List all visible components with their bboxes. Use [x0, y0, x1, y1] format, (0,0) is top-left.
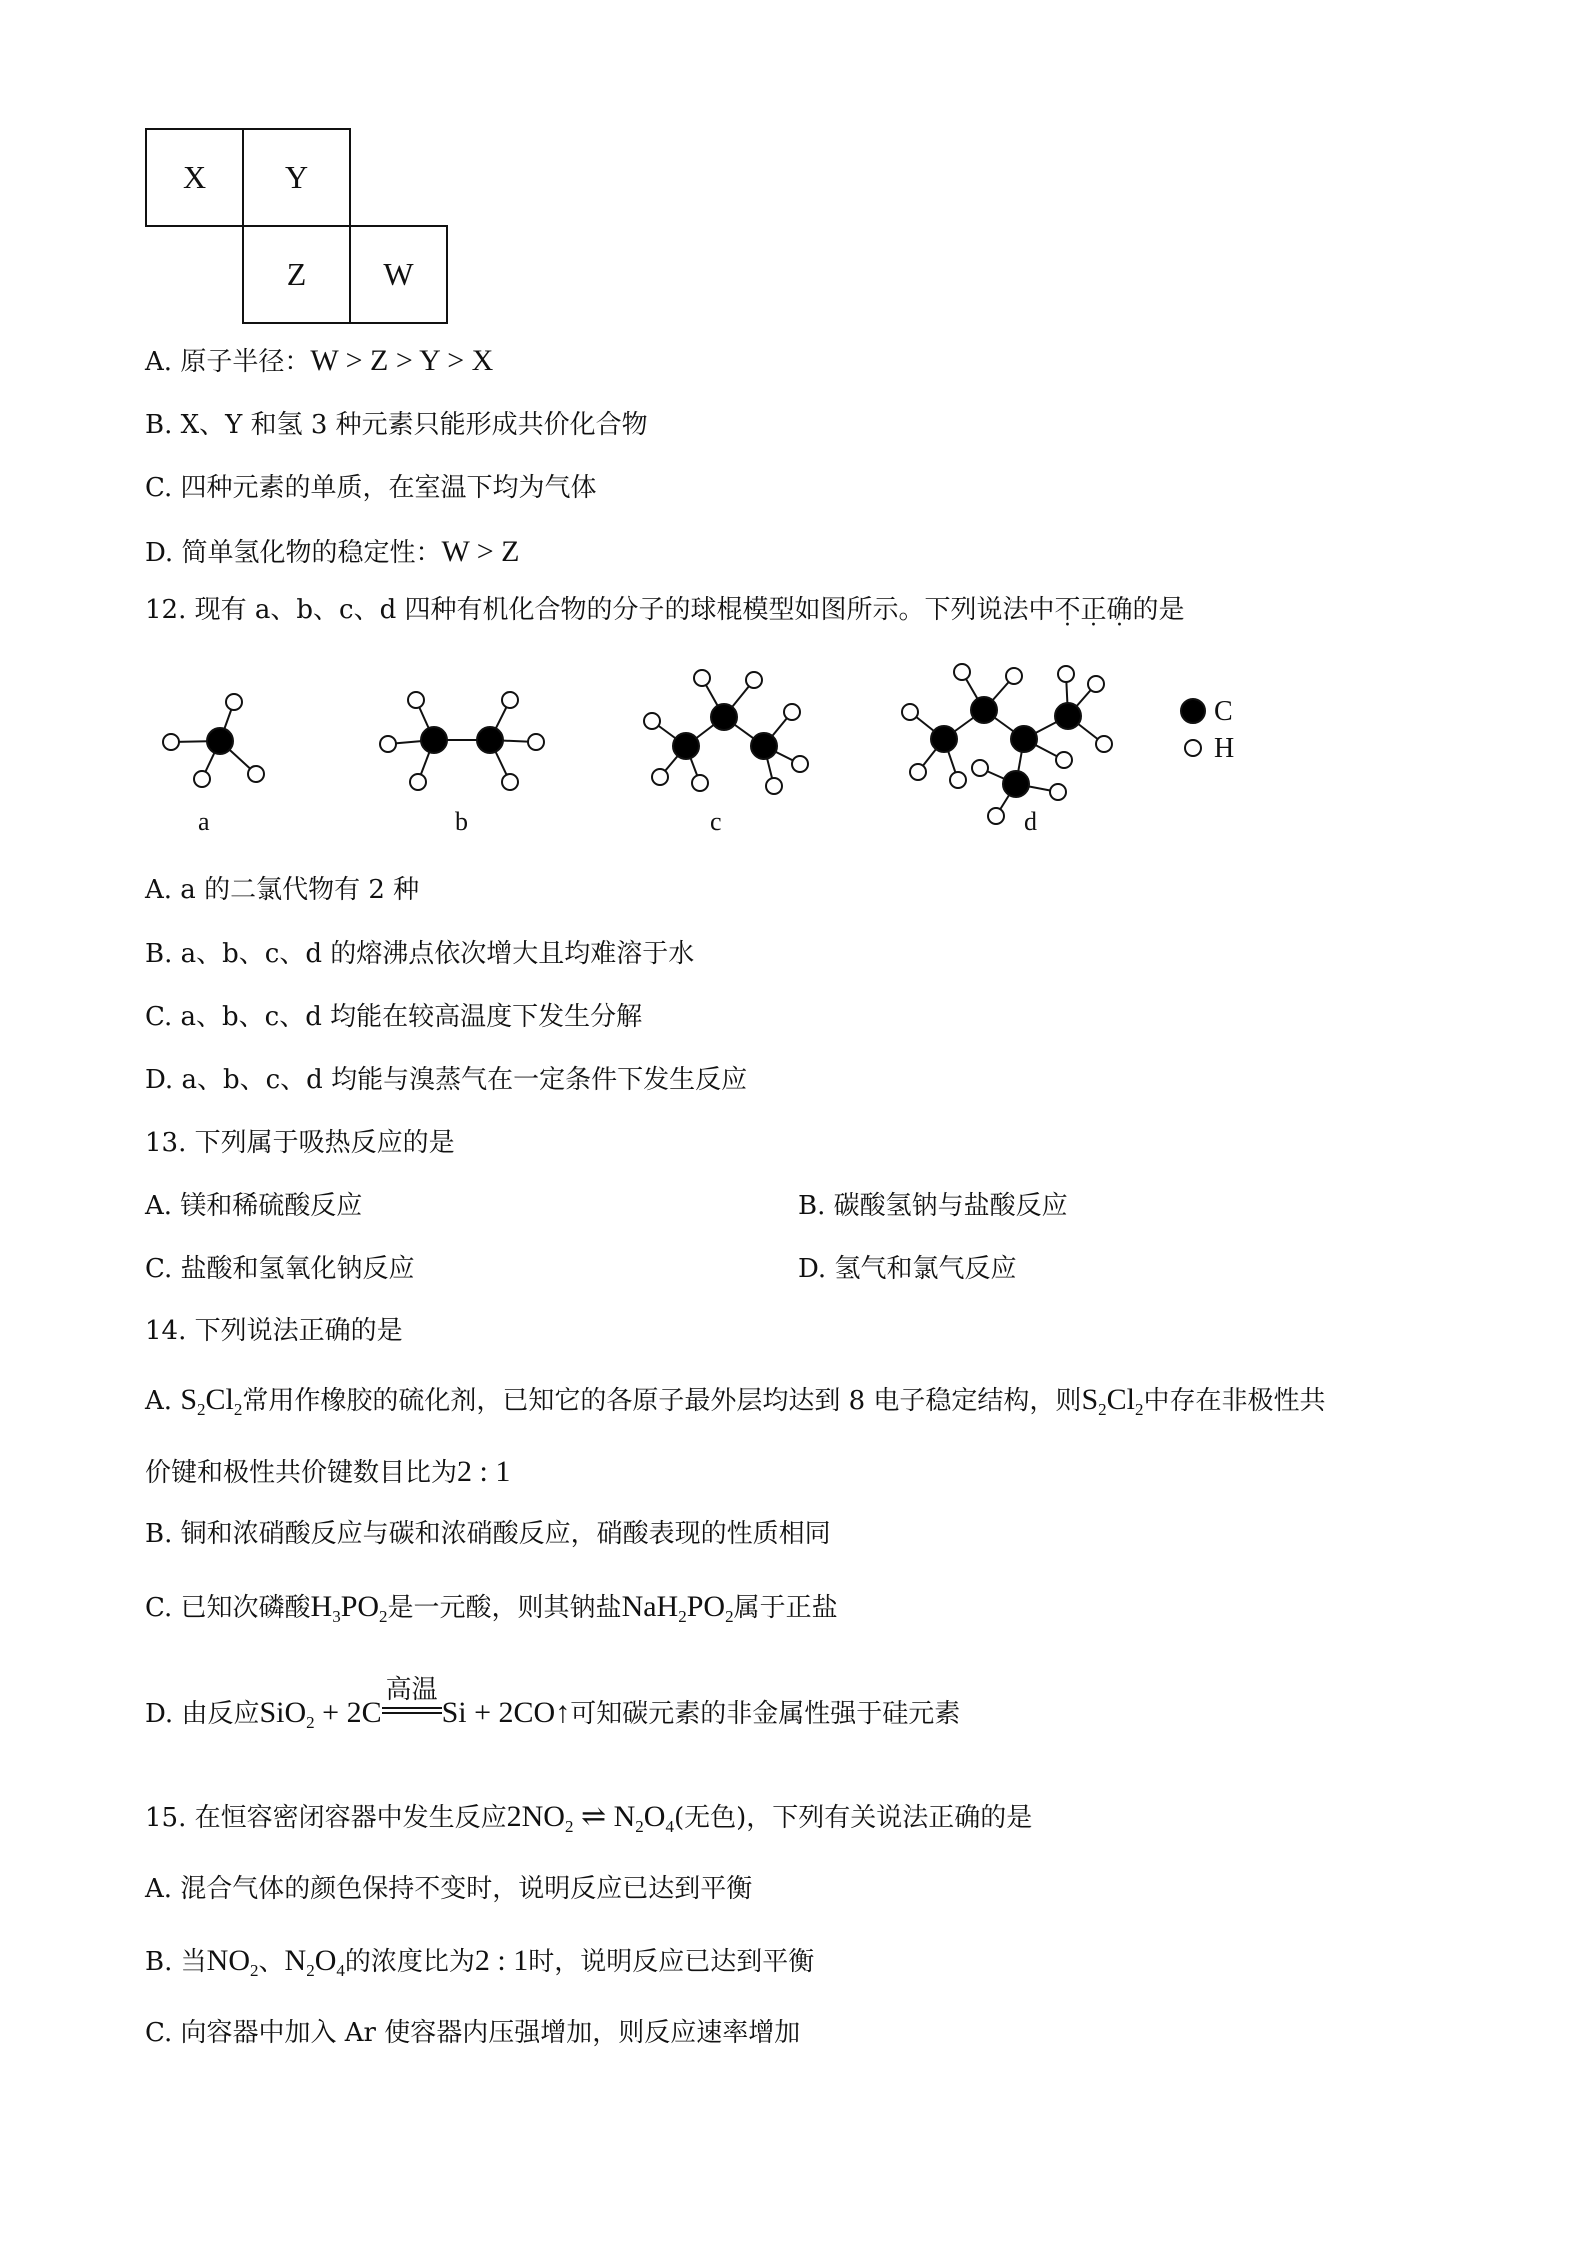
grid-cell-y: Y — [242, 128, 351, 227]
model-a — [163, 694, 264, 787]
q15-stem: 15. 在恒容密闭容器中发生反应$2NO_2$ ⇌ $N_2O_4$(无色)，下列有关说法正确的是 — [145, 1800, 1033, 1836]
q14-option-c: C. 已知次磷酸$H_3PO_2$是一元酸，则其钠盐$NaH_2PO_2$属于正盐 — [145, 1590, 838, 1626]
model-label-b: b — [455, 807, 468, 836]
model-b — [380, 692, 544, 790]
q12-option-b: B. a、b、c、d 的熔沸点依次增大且均难溶于水 — [145, 939, 695, 969]
q11-option-a: A. 原子半径：W > Z > Y > X — [145, 344, 494, 377]
q13-option-b: B. 碳酸氢钠与盐酸反应 — [798, 1191, 1068, 1221]
model-label-a: a — [198, 807, 210, 836]
legend-hydrogen-label: H — [1214, 733, 1235, 764]
q14-option-d: D. 由反应SiO$_2$ + 2C 高温 Si + 2CO↑可知碳元素的非金属性强于硅元素 — [145, 1675, 961, 1732]
q12-stem: 12. 现有 a、b、c、d 四种有机化合物的分子的球棍模型如图所示。下列说法中不正确的是 — [145, 595, 1185, 625]
q15-option-c: C. 向容器中加入 Ar 使容器内压强增加，则反应速率增加 — [145, 2018, 801, 2048]
legend-carbon-ball — [1181, 699, 1205, 723]
q14-stem: 14. 下列说法正确的是 — [145, 1316, 403, 1346]
q13-stem: 13. 下列属于吸热反应的是 — [145, 1128, 455, 1158]
model-label-d: d — [1024, 807, 1037, 836]
ball-and-stick-models — [0, 650, 1587, 850]
q15-option-a: A. 混合气体的颜色保持不变时，说明反应已达到平衡 — [145, 1874, 753, 1904]
model-c — [644, 670, 808, 794]
grid-cell-x: X — [145, 128, 244, 227]
legend-carbon-label: C — [1214, 696, 1233, 727]
q11-option-d: D. 简单氢化物的稳定性：W > Z — [145, 535, 520, 568]
q13-option-d: D. 氢气和氯气反应 — [798, 1254, 1017, 1284]
legend-hydrogen-ball — [1185, 740, 1201, 756]
q13-option-a: A. 镁和稀硫酸反应 — [145, 1191, 363, 1221]
model-d — [902, 664, 1112, 824]
model-label-c: c — [710, 807, 722, 836]
grid-cell-w: W — [349, 225, 448, 324]
q12-option-c: C. a、b、c、d 均能在较高温度下发生分解 — [145, 1002, 643, 1032]
q11-option-b: B. X、Y 和氢 3 种元素只能形成共价化合物 — [145, 410, 648, 440]
q11-option-c: C. 四种元素的单质，在室温下均为气体 — [145, 473, 597, 503]
grid-cell-z: Z — [242, 225, 351, 324]
q15-option-b: B. 当$NO_2$、$N_2O_4$的浓度比为2 : 1时，说明反应已达到平衡 — [145, 1944, 815, 1980]
q14-option-a: A. $S_2Cl_2$常用作橡胶的硫化剂，已知它的各原子最外层均达到 8 电子稳定结构，则$S_2Cl_2$中存在非极性共 — [145, 1383, 1326, 1419]
q14-option-a-line2: 价键和极性共价键数目比为2 : 1 — [145, 1455, 511, 1488]
q12-option-d: D. a、b、c、d 均能与溴蒸气在一定条件下发生反应 — [145, 1065, 748, 1095]
q13-option-c: C. 盐酸和氢氧化钠反应 — [145, 1254, 415, 1284]
q14-option-b: B. 铜和浓硝酸反应与碳和浓硝酸反应，硝酸表现的性质相同 — [145, 1519, 831, 1549]
q12-option-a: A. a 的二氯代物有 2 种 — [145, 875, 420, 905]
